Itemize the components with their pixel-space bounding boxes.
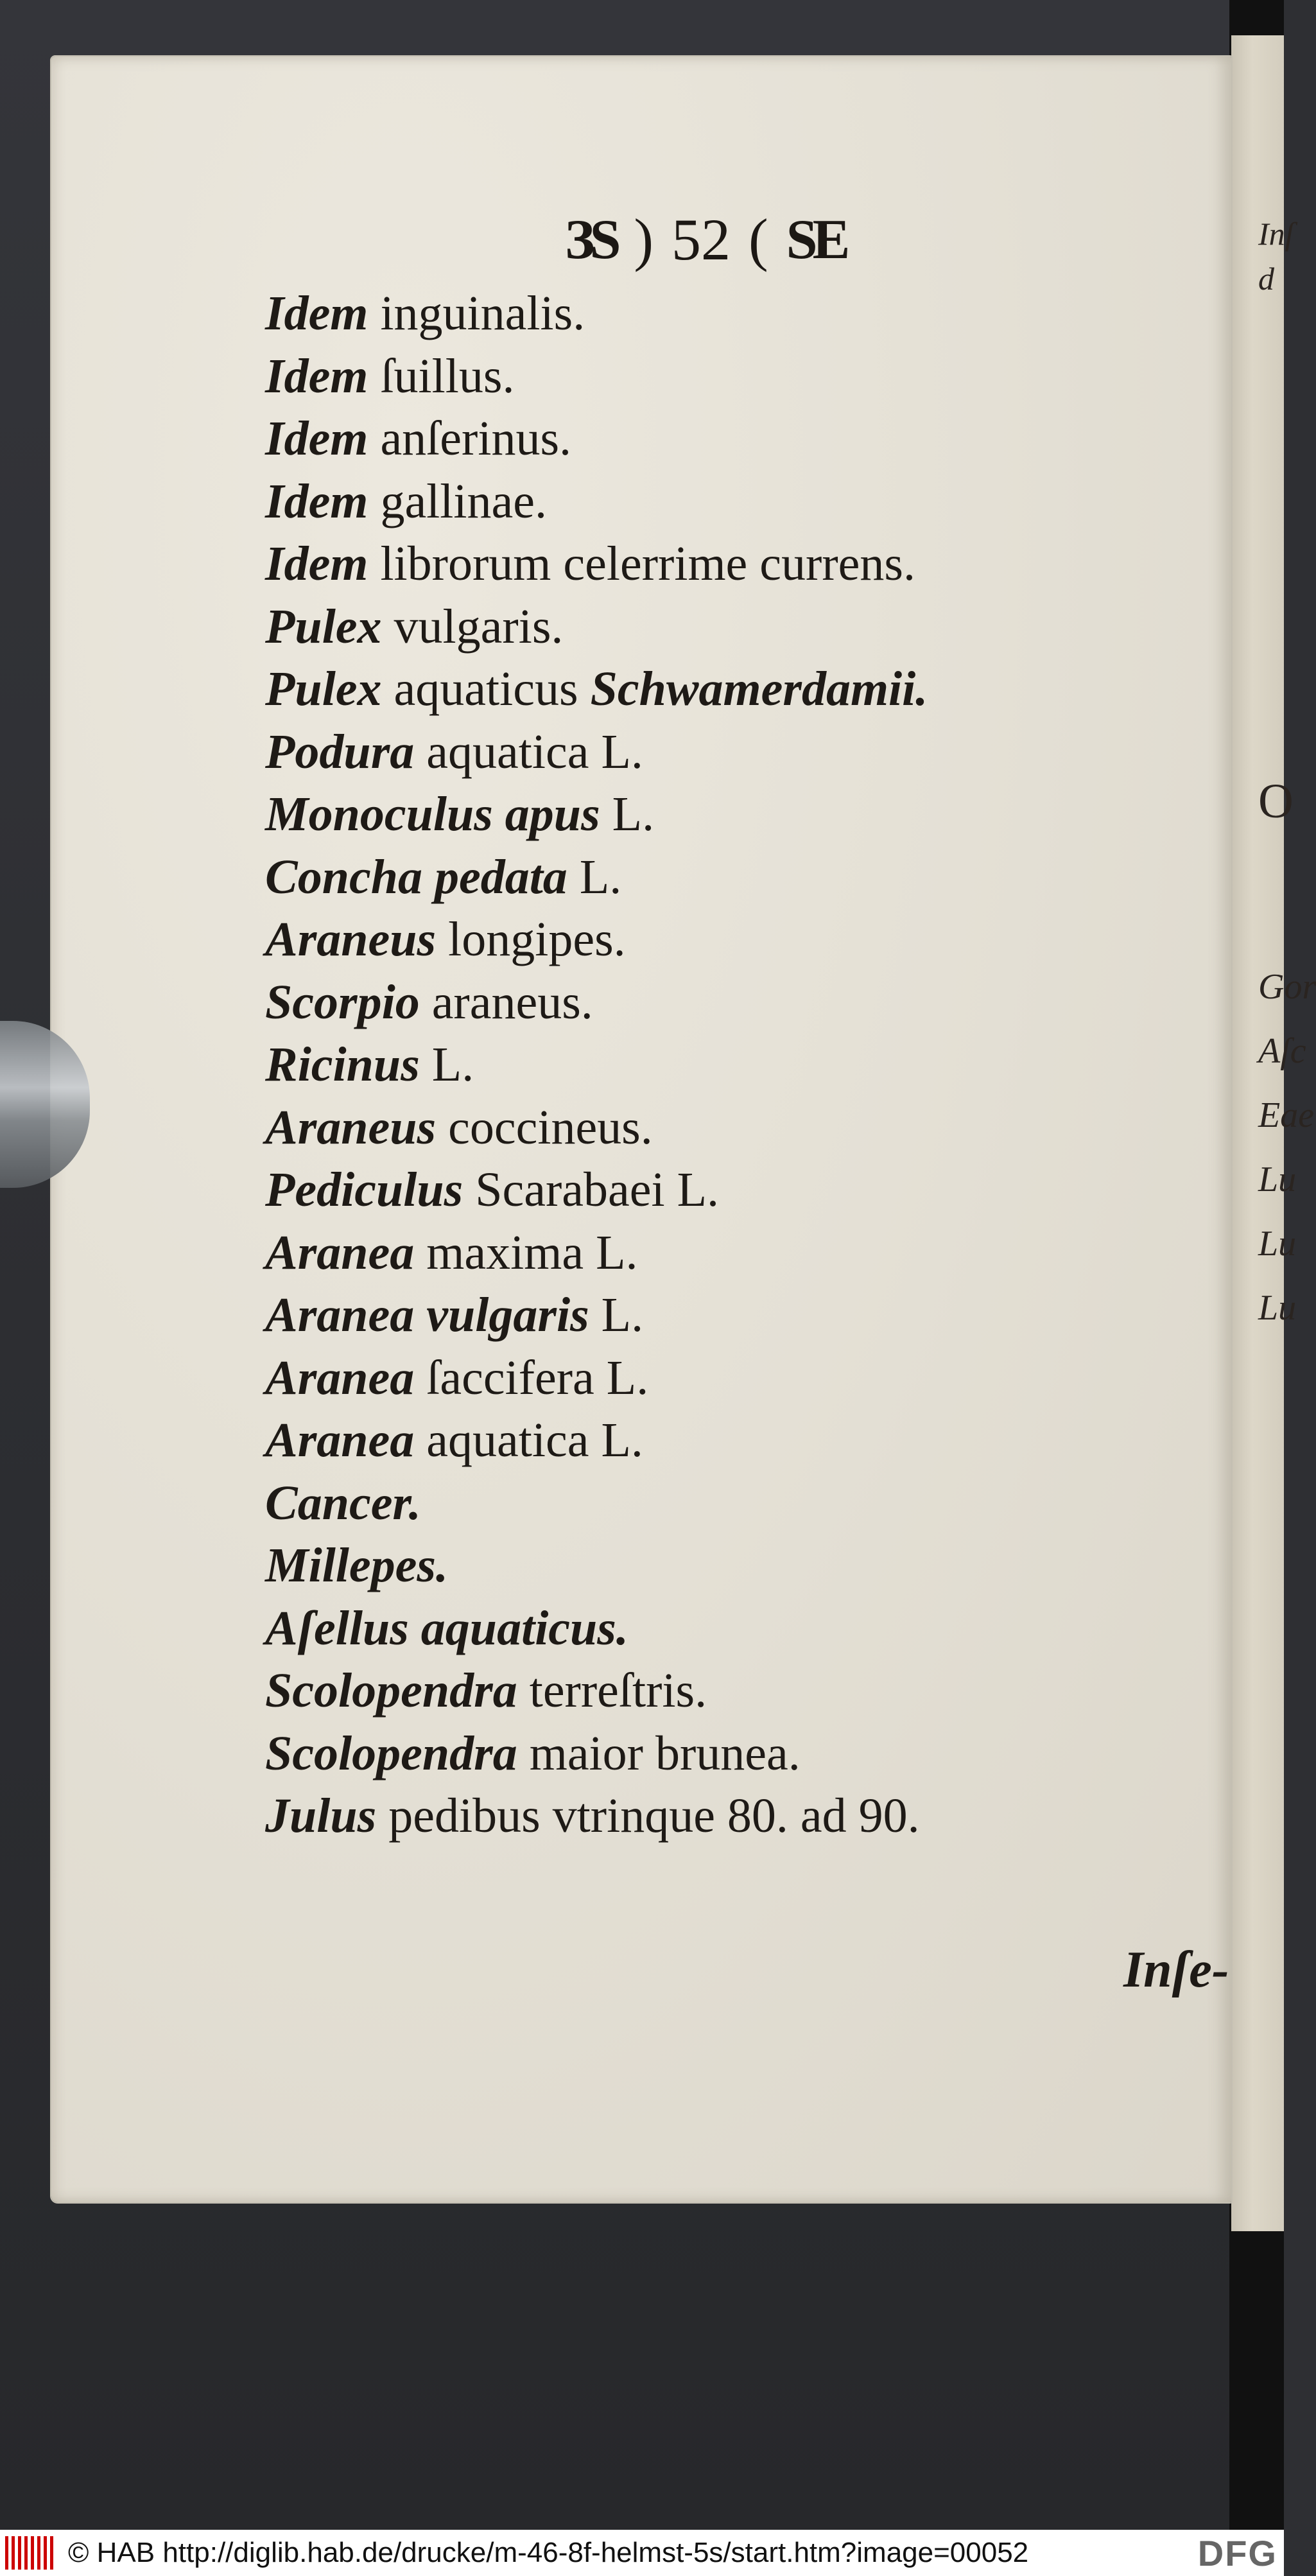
copyright-link[interactable]: © HAB http://diglib.hab.de/drucke/m-46-8f-helmst-5s/start.htm?image=00052 bbox=[68, 2537, 1029, 2568]
text-line bbox=[265, 909, 1177, 971]
epithet: gallinae. bbox=[368, 474, 547, 528]
genus-name: Podura bbox=[265, 724, 415, 779]
text-line bbox=[265, 721, 1177, 784]
text-line bbox=[265, 1597, 1177, 1660]
epithet: L. bbox=[600, 787, 655, 841]
epithet: vulgaris. bbox=[381, 599, 564, 654]
text-line bbox=[265, 533, 1177, 596]
epithet: maxima L. bbox=[414, 1225, 638, 1280]
epithet: Scarabaei L. bbox=[463, 1163, 720, 1217]
text-line bbox=[265, 345, 1177, 408]
epithet: aquatica L. bbox=[414, 724, 643, 779]
facing-page-fragment: Gor bbox=[1258, 967, 1316, 1007]
author-name: Schwamerdamii. bbox=[590, 662, 928, 716]
text-line bbox=[265, 596, 1177, 659]
ornament-left: ЗS bbox=[565, 208, 616, 271]
text-line bbox=[265, 1409, 1177, 1472]
epithet: L. bbox=[589, 1288, 644, 1342]
species-list bbox=[265, 283, 1177, 1848]
text-line bbox=[265, 1472, 1177, 1535]
text-line bbox=[265, 283, 1177, 345]
facing-page-fragment: Eae bbox=[1258, 1095, 1315, 1135]
epithet: L. bbox=[567, 849, 622, 904]
epithet: terreſtris. bbox=[517, 1664, 707, 1718]
epithet: aquatica L. bbox=[414, 1413, 643, 1467]
genus-name: Julus bbox=[265, 1789, 377, 1843]
genus-name: Ricinus bbox=[265, 1038, 420, 1092]
genus-name: Aſellus aquaticus. bbox=[265, 1601, 628, 1655]
genus-name: Idem bbox=[265, 474, 368, 528]
genus-name: Millepes. bbox=[265, 1538, 448, 1592]
text-line bbox=[265, 1347, 1177, 1410]
genus-name: Idem bbox=[265, 537, 368, 591]
text-line bbox=[265, 846, 1177, 909]
epithet: pedibus vtrinque 80. ad 90. bbox=[376, 1789, 920, 1843]
genus-name: Monoculus apus bbox=[265, 787, 600, 841]
text-line bbox=[265, 1034, 1177, 1097]
genus-name: Aranea bbox=[265, 1225, 415, 1280]
paren-left: ) bbox=[634, 207, 654, 272]
genus-name: Aranea vulgaris bbox=[265, 1288, 589, 1342]
dfg-logo: DFG bbox=[1197, 2532, 1277, 2573]
genus-name: Scolopendra bbox=[265, 1726, 517, 1780]
facing-page-fragment: Lu bbox=[1258, 1160, 1297, 1199]
text-line bbox=[265, 471, 1177, 534]
text-line bbox=[265, 1785, 1177, 1848]
genus-name: Idem bbox=[265, 286, 368, 340]
footer-bar bbox=[0, 2530, 1284, 2576]
genus-name: Araneus bbox=[265, 1100, 437, 1154]
genus-name: Cancer. bbox=[265, 1475, 421, 1530]
genus-name: Aranea bbox=[265, 1413, 415, 1467]
running-header bbox=[565, 204, 845, 275]
epithet: aquaticus bbox=[381, 662, 591, 716]
genus-name: Pediculus bbox=[265, 1163, 463, 1217]
epithet: maior brunea. bbox=[517, 1726, 801, 1780]
text-line bbox=[265, 1660, 1177, 1723]
text-line bbox=[265, 1723, 1177, 1786]
text-line bbox=[265, 783, 1177, 846]
facing-page-fragment: Lu bbox=[1258, 1224, 1297, 1264]
text-line bbox=[265, 1097, 1177, 1160]
facing-page-edge bbox=[1231, 35, 1316, 2231]
text-line bbox=[265, 1535, 1177, 1597]
facing-page-fragment: O bbox=[1258, 774, 1294, 828]
genus-name: Scolopendra bbox=[265, 1664, 517, 1718]
epithet: anſerinus. bbox=[368, 412, 572, 466]
genus-name: Scorpio bbox=[265, 975, 420, 1029]
text-line bbox=[265, 1159, 1177, 1222]
epithet: ſaccifera L. bbox=[414, 1350, 649, 1405]
facing-page-fragment: Lu bbox=[1258, 1288, 1297, 1328]
facing-page-fragment: Aſc bbox=[1258, 1031, 1306, 1071]
text-line bbox=[265, 408, 1177, 471]
genus-name: Pulex bbox=[265, 599, 382, 654]
barcode-icon bbox=[5, 2536, 56, 2570]
ornament-right: SE bbox=[786, 208, 845, 271]
page-number: 52 bbox=[671, 207, 731, 272]
epithet: ſuillus. bbox=[368, 349, 515, 403]
epithet: longipes. bbox=[436, 912, 626, 966]
book-page bbox=[51, 57, 1231, 2202]
epithet: L. bbox=[419, 1038, 474, 1092]
genus-name: Idem bbox=[265, 349, 368, 403]
facing-page-fragment: d bbox=[1258, 261, 1274, 297]
genus-name: Aranea bbox=[265, 1350, 415, 1405]
text-line bbox=[265, 1284, 1177, 1347]
text-line bbox=[265, 971, 1177, 1034]
text-line bbox=[265, 1222, 1177, 1285]
genus-name: Idem bbox=[265, 412, 368, 466]
paren-right: ( bbox=[749, 207, 768, 272]
genus-name: Concha pedata bbox=[265, 849, 567, 904]
epithet: inguinalis. bbox=[368, 286, 585, 340]
epithet: coccineus. bbox=[436, 1100, 653, 1154]
epithet: librorum celerrime currens. bbox=[368, 537, 915, 591]
epithet: araneus. bbox=[419, 975, 593, 1029]
facing-page-fragment: Inſ bbox=[1258, 216, 1294, 252]
text-line bbox=[265, 658, 1177, 721]
genus-name: Araneus bbox=[265, 912, 437, 966]
genus-name: Pulex bbox=[265, 662, 382, 716]
catchword: Inſe- bbox=[1123, 1942, 1229, 1998]
